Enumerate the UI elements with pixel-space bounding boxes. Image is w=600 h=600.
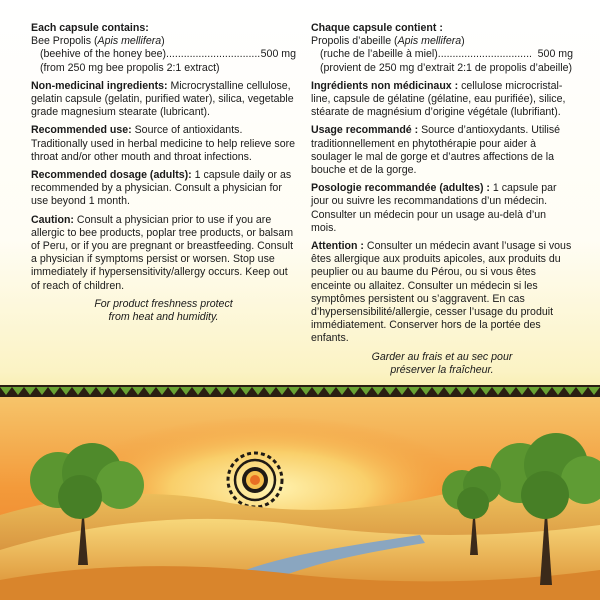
freshness-line-1: For product freshness protect — [94, 297, 233, 310]
ingredient-line — [31, 35, 296, 48]
dosage-heading: Recommended dosage (adults): — [31, 169, 192, 182]
ingredient-paren-fr: ) — [461, 35, 465, 48]
ingredient-extract-fr: (provient de 250 mg d’extrait 2:1 de propolis d’abeille) — [320, 61, 573, 74]
ingredient-name: Bee Propolis ( — [31, 35, 98, 48]
ingredient-source: (beehive of the honey bee) — [40, 48, 167, 61]
capsule-contents-section — [31, 22, 296, 75]
caution-text-fr: Consulter un médecin avant l’usage si vous êtes allergique aux produits apicoles, aux produits du peuplier ou au baume du Pérou, ou si vous êtes enceinte ou allaitez. Consulter un médecin si les symptômes persistent ou s’aggravent. En cas d’hypersensibilité/allergie, cesser l’usage du produit immédiatement. Conserver hors de la portée des enfants. — [311, 240, 572, 345]
english-column — [31, 22, 296, 324]
non-medicinal-heading-fr: Ingrédients non médicinaux : — [311, 79, 459, 92]
non-medicinal-section — [31, 80, 296, 120]
caution-text: Consult a physician prior to use if you are allergic to bee products, poplar tree products, or balsam of Peru, or if you are pregnant or breastfeeding. Consult a physician if symptoms persist or worsen. Stop use immediately if hypersensitivity/allergy occurs. Keep out of reach of children. — [31, 213, 294, 292]
capsule-contents-heading: Each capsule contains: — [31, 22, 149, 34]
caution-section — [31, 214, 296, 293]
ingredient-extract: (from 250 mg bee propolis 2:1 extract) — [40, 61, 220, 74]
leader-dots: ................................ — [166, 48, 261, 61]
leader-dots-fr: ................................ — [437, 48, 532, 61]
recommended-use-text: Source of antioxidants. Traditionally used in herbal medicine to help relieve sore throat and/or other mouth and throat infections. — [31, 124, 296, 163]
ingredient-amount-line-fr — [311, 48, 573, 61]
recommended-use-text-fr: Source d’antioxydants. Utilisé traditionnellement en phytothérapie pour aider à soulager le mal de gorge et d’autres affections de la bouche et de la gorge. — [311, 124, 561, 177]
capsule-contents-section-fr — [311, 22, 573, 75]
dosage-heading-fr: Posologie recommandée (adultes) : — [311, 182, 490, 195]
ingredient-line-fr — [311, 35, 573, 48]
dosage-section — [31, 169, 296, 209]
freshness-note — [31, 298, 296, 324]
freshness-line-1-fr: Garder au frais et au sec pour — [371, 350, 513, 363]
dosage-section-fr — [311, 182, 573, 235]
recommended-use-heading-fr: Usage recommandé : — [311, 124, 419, 137]
landscape-illustration — [0, 385, 600, 600]
caution-heading-fr: Attention : — [311, 240, 364, 253]
freshness-note-fr — [311, 351, 573, 377]
recommended-use-section-fr — [311, 124, 573, 177]
dosage-text: 1 capsule daily or as recommended by a physician. Consult a physician for use beyond 1 month. — [31, 169, 292, 208]
non-medicinal-text-fr: cellulose microcristal-line, capsule de gélatine (gélatine, eau purifiée), silice, stéarate de magnésium d’origine végétale (lubrifiant). — [311, 79, 566, 119]
sun-icon — [228, 453, 282, 507]
non-medicinal-section-fr — [311, 80, 573, 120]
caution-heading: Caution: — [31, 213, 74, 226]
ingredient-amount: 500 mg — [260, 48, 296, 61]
freshness-line-2-fr: préserver la fraîcheur. — [390, 363, 494, 376]
recommended-use-heading: Recommended use: — [31, 124, 132, 137]
ingredient-latin-name-fr: Apis mellifera — [397, 35, 462, 48]
recommended-use-section — [31, 124, 296, 164]
freshness-line-2: from heat and humidity. — [108, 311, 219, 324]
non-medicinal-heading: Non-medicinal ingredients: — [31, 79, 168, 92]
ingredient-latin-name: Apis mellifera — [97, 35, 162, 48]
non-medicinal-text: Microcrystalline cellulose, gelatin capsule (gelatin, purified water), silica, vegetable grade magnesium stearate (lubricant). — [31, 79, 294, 119]
capsule-contents-heading-fr: Chaque capsule contient : — [311, 22, 443, 34]
french-column — [311, 22, 573, 377]
ingredient-source-fr: (ruche de l’abeille à miel) — [320, 48, 438, 61]
caution-section-fr — [311, 240, 573, 346]
ingredient-paren: ) — [161, 35, 165, 48]
ingredient-name-fr: Propolis d’abeille ( — [311, 35, 398, 48]
dosage-text-fr: 1 capsule par jour ou suivre les recommandations d’un médecin. Consulter un médecin pour un usage au-delà d’un mois. — [311, 182, 557, 234]
ingredient-amount-fr: 500 mg — [537, 48, 573, 61]
ingredient-amount-line — [31, 48, 296, 61]
